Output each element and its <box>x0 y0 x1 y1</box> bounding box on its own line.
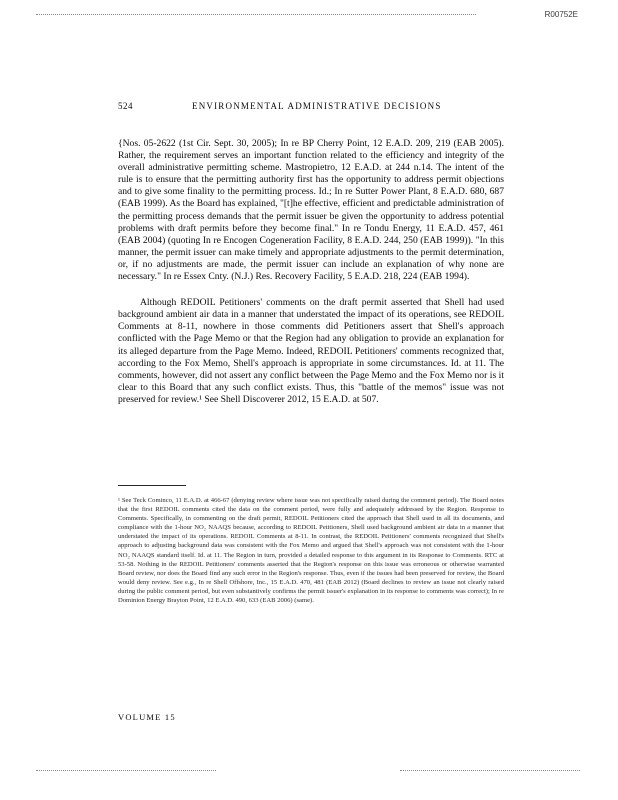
main-text <box>118 138 504 406</box>
scan-bottom-edge-marks-right <box>400 770 580 773</box>
body-paragraph-1: {Nos. 05-2622 (1st Cir. Sept. 30, 2005); In re BP Cherry Point, 12 E.A.D. 209, 219 (EAB 2005). Rather, the requirement serves an important function related to the efficiency and integrity of the overall administrative permitting scheme. Mastropietro, 12 E.A.D. at 244 n.14. The intent of the rule is to ensure that the permitting authority first has the opportunity to address permit objections and to give some finality to the permitting process. Id.; In re Sutter Power Plant, 8 E.A.D. 680, 687 (EAB 1999). As the Board has explained, "[t]he effective, efficient and predictable administration of the permitting process demands that the permit issuer be given the opportunity to address potential problems with draft permits before they become final." In re Tondu Energy, 11 E.A.D. 457, 461 (EAB 2004) (quoting In re Encogen Cogeneration Facility, 8 E.A.D. 244, 250 (EAB 1999)). "In this manner, the permit issuer can make timely and appropriate adjustments to the permit determination, or, if no adjustments are made, the permit issuer can include an explanation of why none are necessary." In re Essex Cnty. (N.J.) Res. Recovery Facility, 5 E.A.D. 218, 224 (EAB 1994). <box>118 138 504 283</box>
footnote-separator <box>118 485 186 486</box>
running-title: ENVIRONMENTAL ADMINISTRATIVE DECISIONS <box>192 101 442 111</box>
page-number: 524 <box>118 101 133 111</box>
scan-bottom-edge-marks-left <box>36 770 216 773</box>
footnote: ¹ See Teck Cominco, 11 E.A.D. at 466-67 (denying review where issue was not specifically raised during the comment period). The Board notes that the first REDOIL comments cited the data on the comment period, were fully and adequately addressed by the Region. Response to Comments. Specifically, in commenting on the draft permit, REDOIL Petitioners cited the approach that Shell used in all its documents, and compliance with the 1-hour NO₂ NAAQS because, according to REDOIL Petitioners, Shell used background ambient air data in a manner that understated the impact of its operations. REDOIL Comments at 8-11. In contrast, the REDOIL Petitioners' comments recognized that Shell's approach to adjusting background data was consistent with the Fox Memo and argued that Shell's approach was not consistent with the 1-hour NO₂ NAAQS standard itself. Id. at 11. The Region in turn, provided a detailed response to this argument in its Response to Comments. RTC at 53-58. Nothing in the REDOIL Petitioners' comments asserted that the Region's response on this issue was erroneous or otherwise warranted Board review, nor does the Board find any such error in the Region's response. Thus, even if the issues had been preserved for review, the Board would deny review. See e.g., In re Shell Offshore, Inc., 15 E.A.D. 470, 481 (EAB 2012) (Board declines to review an issue not clearly raised during the public comment period, but even substantively confirms the permit issuer's explanation in its response to comments was correct); In re Dominion Energy Brayton Point, 12 E.A.D. 490, 633 (EAB 2006) (same). <box>118 497 504 605</box>
scan-top-edge-marks <box>36 14 476 17</box>
volume-label: VOLUME 15 <box>118 712 176 722</box>
body-paragraph-2: Although REDOIL Petitioners' comments on the draft permit asserted that Shell had used background ambient air data in a manner that understated the impact of its operations, see REDOIL Comments at 8-11, nowhere in those comments did Petitioners assert that Shell's approach conflicted with the Page Memo or that the Region had any obligation to provide an explanation for its alleged departure from the Page Memo. Indeed, REDOIL Petitioners' comments recognized that, according to the Fox Memo, Shell's approach is appropriate in some circumstances. Id. at 11. The comments, however, did not assert any conflict between the Page Memo and the Fox Memo nor is it clear to this Board that any such conflict exists. Thus, this "battle of the memos" issue was not preserved for review.¹ See Shell Discoverer 2012, 15 E.A.D. at 507. <box>118 297 504 405</box>
bates-number: R00752E <box>544 10 578 19</box>
